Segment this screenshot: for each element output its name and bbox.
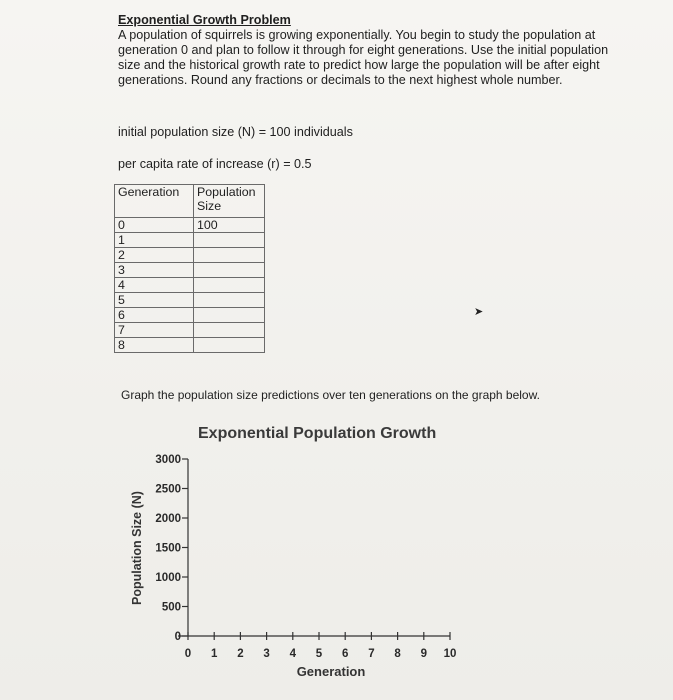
x-tick-label: 6 — [341, 648, 349, 660]
generation-cell: 3 — [115, 263, 194, 278]
generation-header: Generation — [115, 185, 194, 218]
x-axis-label: Generation — [296, 664, 366, 679]
y-axis-label: Population Size (N) — [130, 491, 144, 605]
initial-population-text: initial population size (N) = 100 individuals — [118, 125, 353, 139]
growth-rate-text: per capita rate of increase (r) = 0.5 — [118, 157, 312, 171]
generation-cell: 1 — [115, 233, 194, 248]
x-tick-label: 2 — [237, 648, 244, 660]
generation-cell: 6 — [115, 308, 194, 323]
x-tick-label: 3 — [263, 648, 270, 660]
graph-instruction: Graph the population size predictions over ten generations on the graph below. — [121, 388, 540, 402]
y-tick-label: 1000 — [155, 572, 181, 584]
x-tick-label: 7 — [368, 648, 375, 660]
x-tick-label: 4 — [289, 648, 297, 660]
y-tick-label: 3000 — [155, 454, 181, 466]
x-tick-label: 10 — [443, 648, 457, 660]
generation-cell: 2 — [115, 248, 194, 263]
generation-cell: 5 — [115, 293, 194, 308]
x-tick-label: 8 — [394, 648, 401, 660]
generation-cell: 4 — [115, 278, 194, 293]
y-tick-label: 2500 — [155, 483, 181, 496]
population-cell[interactable]: 100 — [194, 218, 265, 233]
population-header: Population Size — [194, 185, 265, 218]
y-tick-label: 500 — [161, 601, 181, 614]
generation-cell: 0 — [115, 218, 194, 233]
y-tick-label: 1500 — [155, 542, 181, 555]
problem-title: Exponential Growth Problem — [118, 13, 291, 27]
x-tick-label: 1 — [210, 648, 218, 660]
x-tick-label: 9 — [420, 648, 428, 660]
chart-title: Exponential Population Growth — [198, 425, 437, 442]
x-tick-label: 5 — [315, 648, 323, 660]
generation-cell: 8 — [115, 338, 194, 353]
y-tick-label: 0 — [174, 631, 181, 643]
generation-cell: 7 — [115, 323, 194, 338]
problem-body: A population of squirrels is growing exponentially. You begin to study the population at generation 0 and plan to follow it through for eight generations. Use the initial population size and the historical growth rate to predict how large the population will be after eight generations. Round any fractions or decimals to the next highest whole number. — [118, 28, 609, 87]
cursor-icon: ➤ — [474, 306, 484, 318]
y-tick-label: 2000 — [155, 513, 181, 525]
x-tick-label: 0 — [184, 648, 192, 660]
